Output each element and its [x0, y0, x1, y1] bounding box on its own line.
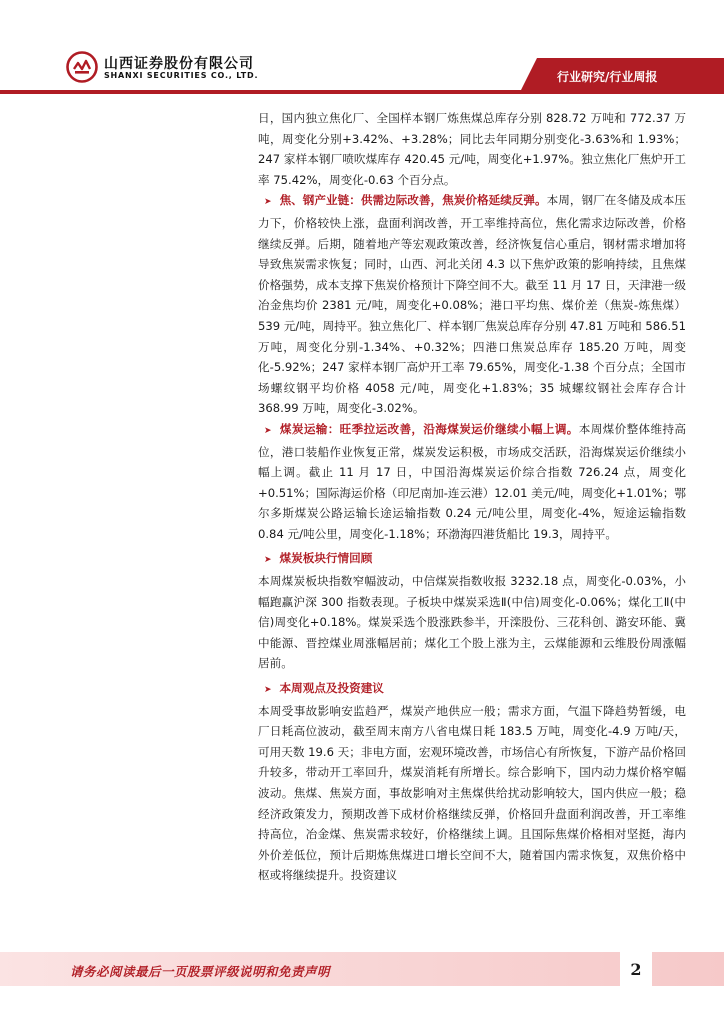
report-category-tab [537, 58, 724, 94]
company-name-cn: 山西证券股份有限公司 [104, 56, 254, 72]
bullet-arrow-icon: ➤ [264, 425, 272, 436]
paragraph-inventory: 日，国内独立焦化厂、全国样本钢厂炼焦煤总库存分别 828.72 万吨和 772.37 万吨，周变化分别+3.42%、+3.28%；同比去年同期分别变化-3.63%和 1.93%；247 家样本钢厂喷吹煤库存 420.45 元/吨，周变化+1.97%。独立焦化厂焦炉开工率 75.42%，周变化-0.63 个百分点。 [258, 111, 686, 187]
report-body [258, 108, 686, 886]
heading-investment-view-text: 本周观点及投资建议 [279, 681, 384, 696]
report-category-label: 行业研究/行业周报 [557, 69, 658, 84]
bullet-arrow-icon: ➤ [264, 685, 272, 696]
section-body-transport: 本周煤价整体维持高位，港口装船作业恢复正常，煤炭发运积极，市场成交活跃，沿海煤炭运价继续小幅上调。截止 11 月 17 日，中国沿海煤炭运价综合指数 726.24 点，周变化+0.51%；国际海运价格（印尼南加-连云港）12.01 美元/吨，周变化+1.01%；鄂尔多斯煤炭公路运输长途运输指数 0.24 元/吨公里，周变化-4%，短途运输指数 0.84 元/吨公里，周变化-1.18%；环渤海四港货船比 19.3，周持平。 [258, 421, 686, 541]
paragraph-investment-view: 本周受事故影响安监趋严，煤炭产地供应一般；需求方面，气温下降趋势暂缓，电厂日耗高位波动，截至周末南方八省电煤日耗 183.5 万吨，周变化-4.9 万吨/天，可用天数 19.6 天；非电方面，宏观环境改善，市场信心有所恢复，下游产品价格回升较多，带动开工率回升，煤炭消耗有所增长。综合影响下，国内动力煤价格窄幅波动。焦煤、焦炭方面，事故影响对主焦煤供给扰动影响较大，国内供应一般；稳经济政策发力，预期改善下成材价格继续反弹，价格回升盘面利润改善，开工率维持高位，冶金煤、焦炭需求较好，价格继续上调。且国际焦煤价格相对坚挺，海内外价差低位，预计后期炼焦煤进口增长空间不大，随着国内需求恢复，双焦价格中枢或将继续提升。投资建议 [258, 703, 686, 883]
heading-market-review [258, 548, 686, 571]
disclaimer-notice: 请务必阅读最后一页股票评级说明和免责声明 [70, 964, 331, 979]
company-logo-icon [66, 51, 98, 83]
paragraph-coke-steel [258, 190, 686, 419]
bullet-arrow-icon: ➤ [264, 197, 272, 208]
company-name-en: SHANXI SECURITIES CO., LTD. [104, 71, 259, 80]
section-title-transport: 煤炭运输：旺季拉运改善，沿海煤炭运价继续小幅上调。 [279, 421, 579, 436]
paragraph-transport [258, 419, 686, 545]
header-divider [0, 90, 724, 94]
heading-market-review-text: 煤炭板块行情回顾 [279, 551, 373, 566]
paragraph-market-review: 本周煤炭板块指数窄幅波动，中信煤炭指数收报 3232.18 点，周变化-0.03%，小幅跑赢沪深 300 指数表现。子板块中煤炭采选Ⅱ(中信)周变化-0.06%；煤化工Ⅱ(中信)周变化+0.18%。煤炭采选个股涨跌参半，开滦股份、三花科创、潞安环能、冀中能源、晋控煤业周涨幅居前；煤化工个股上涨为主，云煤能源和云维股份周涨幅居前。 [258, 574, 686, 671]
page-number: 2 [620, 952, 652, 986]
section-title-coke-steel: 焦、钢产业链：供需边际改善，焦炭价格延续反弹。 [279, 193, 547, 208]
heading-investment-view [258, 678, 686, 701]
bullet-arrow-icon: ➤ [264, 555, 272, 566]
section-body-coke-steel: 本周，钢厂在冬储及成本压力下，价格较快上涨，盘面利润改善，开工率维持高位，焦化需求边际改善，价格继续反弹。后期，随着地产等宏观政策改善，经济恢复信心重启，钢材需求增加将导致焦炭需求恢复；同时，山西、河北关闭 4.3 以下焦炉政策的影响持续，且焦煤价格强势，成本支撑下焦炭价格预计下降空间不大。截至 11 月 17 日，天津港一级冶金焦均价 2381 元/吨，周变化+0.08%；港口平均焦、煤价差（焦炭-炼焦煤）539 元/吨，周持平。独立焦化厂、样本钢厂焦炭总库存分别 47.81 万吨和 586.51 万吨，周变化分别-1.34%、+0.32%；四港口焦炭总库存 185.20 万吨，周变化-5.92%；247 家样本钢厂高炉开工率 79.65%，周变化-1.38 个百分点；全国市场螺纹钢平均价格 4058 元/吨，周变化+1.83%；35 城螺纹钢社会库存合计 368.99 万吨，周变化-3.02%。 [258, 193, 686, 416]
